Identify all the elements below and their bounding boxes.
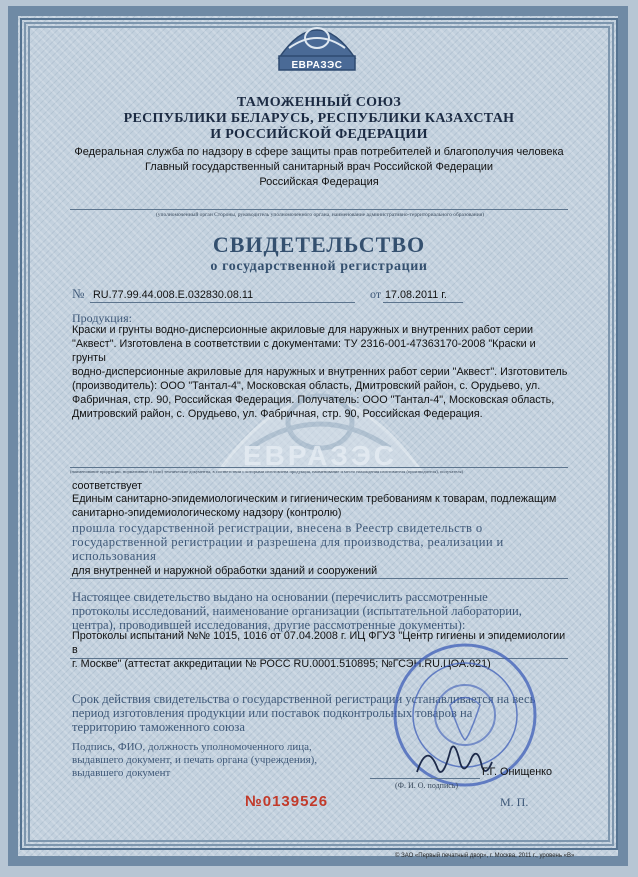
serial-number: №0139526 xyxy=(245,793,329,810)
registration-number: RU.77.99.44.008.E.032830.08.11 xyxy=(93,289,254,301)
registry-line: прошла государственной регистрации, внесена в Реестр свидетельств о xyxy=(72,521,483,535)
union-line-3: И РОССИЙСКОЙ ФЕДЕРАЦИИ xyxy=(210,127,428,142)
authority-line-1: Федеральная служба по надзору в сфере защиты прав потребителей и благополучия человека xyxy=(74,146,564,158)
signature-label-line: выдавшего документ xyxy=(72,767,171,779)
registry-text xyxy=(72,521,572,563)
usage-text: для внутренней и наружной обработки зданий и сооружений xyxy=(72,565,378,577)
union-line-1: ТАМОЖЕННЫЙ СОЮЗ xyxy=(236,95,402,110)
product-line: Фабричная, стр. 90, Российская Федерация. Получатель: ООО "Тантал-4", Московская область, xyxy=(72,394,555,406)
signer-caption: (Ф. И. О. подпись) xyxy=(395,781,459,790)
number-underline xyxy=(90,302,355,303)
complies-text xyxy=(72,492,572,520)
logo-text: ЕВРАЗЭС xyxy=(291,60,343,71)
union-line-2: РЕСПУБЛИКИ БЕЛАРУСЬ, РЕСПУБЛИКИ КАЗАХСТАН xyxy=(123,111,515,126)
printer-footer: © ЗАО «Первый печатный двор», г. Москва, 2011 г., уровень «В» xyxy=(395,853,575,859)
registration-date: 17.08.2011 г. xyxy=(385,289,447,301)
document-title: СВИДЕТЕЛЬСТВО xyxy=(212,232,426,257)
authority-line-3: Российская Федерация xyxy=(259,176,379,188)
validity-line: период изготовления продукции или поставок подконтрольных товаров на xyxy=(72,706,473,720)
complies-line: Единым санитарно-эпидемиологическим и гигиеническим требованиям к товарам, подлежащим xyxy=(72,493,557,505)
product-line: (производитель): ООО "Тантал-4", Московская область, Дмитровский район, с. Орудьево, ул. xyxy=(72,380,541,392)
signature-label xyxy=(72,741,362,780)
basis-line: протоколы исследований, наименование организации (испытательной лаборатории, xyxy=(72,604,522,618)
watermark-text: ЕВРАЗЭС xyxy=(242,440,397,471)
date-underline xyxy=(383,302,463,303)
validity-line: Срок действия свидетельства о государственной регистрации устанавливается на весь xyxy=(72,692,536,706)
basis-value-line: г. Москве" (аттестат аккредитации № РОСС RU.0001.510895; №ГСЭН.RU.ЦОА.021) xyxy=(72,658,491,670)
product-text xyxy=(72,323,572,421)
basis-line: Настоящее свидетельство выдано на основании (перечислить рассмотренные xyxy=(72,590,488,604)
seal-place: М. П. xyxy=(500,795,529,809)
product-line: "Аквест". Изготовлена в соответствии с документами: ТУ 2316-001-47363170-2008 "Краски и грунты xyxy=(72,338,536,364)
date-label: от xyxy=(370,287,382,301)
signature-label-line: выдавшего документ, и печать органа (учреждения), xyxy=(72,754,318,766)
registry-line: использования xyxy=(72,549,157,563)
signer-name: Г.Г. Онищенко xyxy=(482,766,553,778)
number-label: № xyxy=(72,286,85,301)
complies-line: санитарно-эпидемиологическому надзору (контролю) xyxy=(72,507,342,519)
product-line: водно-дисперсионные акриловые для наружных и внутренних работ серии "Аквест". Изготовитель xyxy=(72,366,568,378)
document-subtitle: о государственной регистрации xyxy=(210,259,428,274)
signature-underline xyxy=(370,778,480,779)
basis-line: центра), проводившей исследования, другие рассмотренные документы): xyxy=(72,618,466,632)
basis-value-line: Протоколы испытаний №№ 1015, 1016 от 07.04.2008 г. ИЦ ФГУЗ "Центр гигиены и эпидемиологии в xyxy=(72,630,566,656)
product-line: Краски и грунты водно-дисперсионные акриловые для наружных и внутренних работ серии xyxy=(72,324,533,336)
authority-caption: (уполномоченный орган Стороны, руководитель уполномоченного органа, наименование административно-территориального образования) xyxy=(155,212,485,218)
usage-underline xyxy=(70,578,568,579)
product-caption: (наименование продукции, нормативные и (или) технические документы, в соответствии с которыми изготовлена продукция, наименование и место нахождения изготовителя (производителя), получателя) xyxy=(70,469,464,474)
product-underline xyxy=(70,467,568,468)
authority-line-2: Главный государственный санитарный врач Российской Федерации xyxy=(144,161,494,173)
registry-line: государственной регистрации и разрешена для производства, реализации и xyxy=(72,535,504,549)
product-line: Дмитровский район, с. Орудьево, ул. Фабричная, стр. 90, Российская Федерация. xyxy=(72,408,483,420)
signature-label-line: Подпись, ФИО, должность уполномоченного лица, xyxy=(72,741,312,753)
authority-underline xyxy=(70,209,568,210)
product-label: Продукция: xyxy=(72,311,132,325)
basis-text xyxy=(72,590,572,632)
complies-label: соответствует xyxy=(72,480,143,492)
validity-line: территорию таможенного союза xyxy=(72,720,245,734)
